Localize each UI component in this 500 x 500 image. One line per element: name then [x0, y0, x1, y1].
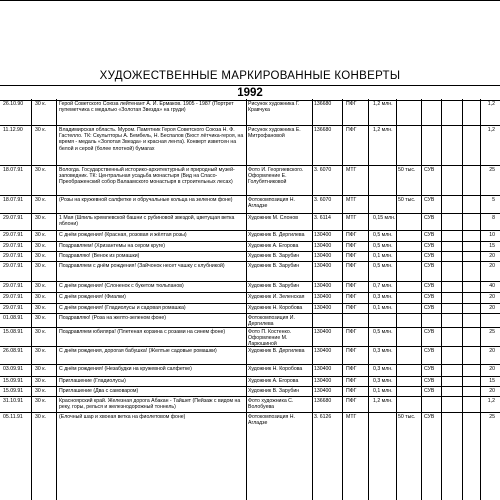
cell-date: 15.08.91	[3, 329, 24, 335]
cell-print: СУВ	[424, 305, 435, 311]
year-heading: 1992	[0, 85, 500, 101]
cell-circ: 50 тыс.	[398, 197, 416, 203]
cell-date: 29.07.91	[3, 243, 24, 249]
cell-price: 30 к.	[35, 294, 46, 300]
cell-artist: Художник В. Дергилева	[248, 232, 305, 238]
cell-print: СУВ	[424, 388, 435, 394]
cell-date: 29.07.91	[3, 253, 24, 259]
cell-print: СУВ	[424, 215, 435, 221]
cell-date: 29.07.91	[3, 215, 24, 221]
cell-print: СУВ	[424, 197, 435, 203]
table-row	[0, 125, 500, 165]
cell-price: 30 к.	[35, 414, 46, 420]
cell-price: 30 к.	[35, 315, 46, 321]
cell-paper: ПФГ	[346, 101, 357, 107]
table-row	[0, 292, 500, 303]
cell-artist: Художник В. Дергилева	[248, 348, 305, 354]
cell-price: 30 к.	[35, 253, 46, 259]
table-row	[0, 230, 500, 241]
cell-desc: Приглашение (Гладиолусы)	[59, 378, 126, 384]
cell-size: 0,3 млн.	[373, 378, 393, 384]
cell-date: 18.07.91	[3, 167, 24, 173]
cell-size: 0,1 млн.	[373, 253, 393, 259]
cell-date: 01.08.91	[3, 315, 24, 321]
cell-print: СУВ	[424, 283, 435, 289]
cell-v2: 20	[489, 263, 495, 269]
page-title: ХУДОЖЕСТВЕННЫЕ МАРКИРОВАННЫЕ КОНВЕРТЫ	[99, 70, 401, 82]
top-border	[0, 0, 500, 1]
cell-size: 0,5 млн.	[373, 329, 393, 335]
cell-artist: Художник В. Зарубин	[248, 253, 300, 259]
cell-v2: 20	[489, 294, 495, 300]
cell-price: 30 к.	[35, 378, 46, 384]
cell-price: 30 к.	[35, 283, 46, 289]
cell-size: 0,5 млн.	[373, 232, 393, 238]
cell-num: 136680	[314, 398, 332, 404]
cell-size: 0,3 млн.	[373, 366, 393, 372]
cell-num: 130400	[314, 378, 332, 384]
cell-desc: С днём рождения, дорогая бабушка! (Желтые садовые ромашки)	[59, 348, 217, 354]
cell-print: СУВ	[424, 378, 435, 384]
cell-artist: Рисунок художника Е. Митрофановой	[248, 127, 301, 140]
cell-desc: Поздравляем! (Хризантемы на сером круге)	[59, 243, 165, 249]
cell-print: СУВ	[424, 294, 435, 300]
cell-v2: 20	[489, 366, 495, 372]
cell-desc: Владимирская область. Муром. Памятник Героя Советского Союза Н. Ф. Гастелло. ТК: Скульпторы А. Бембель, Н. Беспалов (Бюст лётчика-героя, на время - медаль «Золотая Звезда» и красная лента). Конверт изветсен на белой и серой (более плотной) бумагах	[59, 127, 244, 152]
cell-size: 0,1 млн.	[373, 305, 393, 311]
cell-size: 0,7 млн.	[373, 283, 393, 289]
cell-v2: 10	[489, 232, 495, 238]
cell-artist: Фото художника С. Волобуева	[248, 398, 294, 411]
cell-desc: Поздравляем юбиляра! (Плетеная корзина с розами на синем фоне)	[59, 329, 226, 335]
cell-size: 0,5 млн.	[373, 263, 393, 269]
cell-desc: С днём рождения! (Незабудки на кружевной салфетке)	[59, 366, 192, 372]
table-row	[0, 195, 500, 213]
cell-desc: 1 Мая (Шпиль кремлевской башни с рубиновой звездой, цветущая ветка яблони)	[59, 215, 235, 228]
cell-date: 11.12.90	[3, 127, 23, 133]
cell-size: 0,5 млн.	[373, 243, 393, 249]
cell-circ: 50 тыс.	[398, 167, 416, 173]
cell-paper: ПФГ	[346, 398, 357, 404]
cell-num: 130400	[314, 305, 332, 311]
cell-paper: ПФГ	[346, 127, 357, 133]
cell-artist: Фотокомпозиция И. Дергилева	[248, 315, 295, 328]
table-row	[0, 251, 500, 261]
cell-price: 30 к.	[35, 215, 46, 221]
table-row	[0, 281, 500, 292]
cell-paper: ПФГ	[346, 305, 357, 311]
cell-size: 0,3 млн.	[373, 348, 393, 354]
cell-num: 3. 6070	[314, 167, 332, 173]
table-row	[0, 412, 500, 425]
cell-paper: ПФГ	[346, 243, 357, 249]
cell-price: 30 к.	[35, 398, 46, 404]
cell-num: 130400	[314, 348, 332, 354]
cell-date: 26.10.90	[3, 101, 24, 107]
cell-num: 3. 6126	[314, 414, 332, 420]
cell-num: 130400	[314, 232, 332, 238]
cell-artist: Фотокомпозиция Н. Агладзе	[248, 414, 295, 427]
cell-print: СУВ	[424, 263, 435, 269]
table-row	[0, 100, 500, 124]
cell-date: 29.07.91	[3, 294, 24, 300]
cell-paper: ПФГ	[346, 378, 357, 384]
cell-desc: Герой Советского Союза лейтенант А. И. Ермаков. 1905 - 1987 (Портрет пупеметчика с медалью «Золотая Звезда» на груди)	[59, 101, 234, 114]
cell-print: СУВ	[424, 253, 435, 259]
cell-date: 15.09.91	[3, 388, 24, 394]
cell-desc: Поздравляю! (Роза на желто-зеленом фоне)	[59, 315, 167, 321]
cell-desc: Приглашение (Два с самоваром)	[59, 388, 139, 394]
cell-size: 0,1 млн.	[373, 388, 393, 394]
cell-artist: Художник М. Слонов	[248, 215, 298, 221]
cell-circ: 50 тыс.	[398, 414, 416, 420]
cell-desc: С днём рождения! (Красная, розовая и жёлтая розы)	[59, 232, 187, 238]
cell-v2: 1,2	[487, 127, 495, 133]
cell-print: СУВ	[424, 329, 435, 335]
cell-num: 136680	[314, 127, 332, 133]
cell-paper: МТГ	[346, 167, 357, 173]
cell-price: 30 к.	[35, 263, 46, 269]
table-row	[0, 165, 500, 195]
cell-desc: Красноярский край. Железная дорога Абакан - Тайшет (Пейзаж с видом на реку, горы, релься и железнодорожный тоннель)	[59, 398, 241, 411]
cell-print: СУВ	[424, 366, 435, 372]
cell-num: 130400	[314, 294, 332, 300]
cell-print: СУВ	[424, 167, 435, 173]
cell-v2: 40	[489, 283, 495, 289]
table-row	[0, 346, 500, 364]
cell-desc: (Елочный шар и хвоеая ветка на фиолетовом фоне)	[59, 414, 186, 420]
cell-price: 30 к.	[35, 243, 46, 249]
cell-paper: МТГ	[346, 197, 357, 203]
cell-v2: 15	[489, 243, 495, 249]
cell-v2: 5	[492, 197, 495, 203]
cell-desc: С днём рождения! (Слоненок с букетом тюльпанов)	[59, 283, 184, 289]
cell-num: 130400	[314, 283, 332, 289]
cell-date: 29.07.91	[3, 263, 24, 269]
cell-price: 30 к.	[35, 348, 46, 354]
cell-desc: (Розы на кружевной салфетке и обручальные кольца на зеленом фоне)	[59, 197, 233, 203]
cell-artist: Художник А. Егорова	[248, 243, 299, 249]
table-row	[0, 376, 500, 386]
cell-num: 130400	[314, 366, 332, 372]
table-row	[0, 313, 500, 327]
cell-artist: Художник Н. Коробова	[248, 305, 303, 311]
cell-date: 29.07.91	[3, 232, 24, 238]
cell-v2: 25	[489, 414, 495, 420]
cell-print: СУВ	[424, 243, 435, 249]
cell-artist: Художник Н. Коробова	[248, 366, 303, 372]
cell-size: 1,2 млн.	[373, 101, 393, 107]
cell-date: 15.09.91	[3, 378, 24, 384]
table-row	[0, 303, 500, 313]
cell-desc: Вологда. Государственный историко-архитектурный и природный музей-заповедник. ТК: Центральная усадьба монастыря (Вид на Спасо-Преображенский собор Валаамского монастыря в строительных лесах)	[59, 167, 235, 186]
cell-artist: Фотокомпозиция Н. Агладзе	[248, 197, 295, 210]
table-row	[0, 364, 500, 376]
cell-artist: Художник В. Зарубин	[248, 388, 300, 394]
cell-v2: 25	[489, 329, 495, 335]
cell-desc: С днём рождения! (Фиалки)	[59, 294, 126, 300]
cell-artist: Художник В. Зарубин	[248, 283, 300, 289]
cell-v2: 20	[489, 305, 495, 311]
cell-num: 130400	[314, 253, 332, 259]
cell-num: 130400	[314, 263, 332, 269]
cell-print: СУВ	[424, 348, 435, 354]
cell-v2: 25	[489, 167, 495, 173]
table-row	[0, 241, 500, 251]
cell-paper: МТГ	[346, 215, 357, 221]
cell-date: 03.09.91	[3, 366, 24, 372]
cell-price: 30 к.	[35, 127, 46, 133]
cell-size: 1,2 млн.	[373, 398, 393, 404]
cell-artist: Фото И. Георгиевского. Оформление Е. Голубятниковой	[248, 167, 304, 186]
cell-price: 30 к.	[35, 329, 46, 335]
cell-price: 30 к.	[35, 366, 46, 372]
cell-paper: ПФГ	[346, 329, 357, 335]
cell-paper: ПФГ	[346, 294, 357, 300]
cell-date: 29.07.91	[3, 283, 24, 289]
cell-num: 130400	[314, 388, 332, 394]
cell-num: 3. 6070	[314, 197, 332, 203]
cell-artist: Художник И. Зеленская	[248, 294, 305, 300]
cell-artist: Художник В. Зарубин	[248, 263, 300, 269]
cell-paper: ПФГ	[346, 348, 357, 354]
cell-date: 29.07.91	[3, 305, 24, 311]
cell-v2: 8	[492, 215, 495, 221]
cell-date: 18.07.91	[3, 197, 24, 203]
cell-price: 30 к.	[35, 232, 46, 238]
cell-num: 130400	[314, 243, 332, 249]
cell-v2: 1,2	[487, 101, 495, 107]
table-row	[0, 213, 500, 230]
cell-v2: 20	[489, 388, 495, 394]
cell-print: СУВ	[424, 414, 435, 420]
table-row	[0, 386, 500, 396]
cell-print: СУВ	[424, 232, 435, 238]
cell-size: 0,3 млн.	[373, 294, 393, 300]
cell-v2: 20	[489, 348, 495, 354]
cell-price: 30 к.	[35, 388, 46, 394]
table-row	[0, 327, 500, 346]
cell-desc: С днём рождения! (Гладиолусы и садовая ромашка)	[59, 305, 186, 311]
cell-artist: Художник А. Егорова	[248, 378, 299, 384]
cell-price: 30 к.	[35, 167, 46, 173]
cell-paper: ПФГ	[346, 263, 357, 269]
cell-paper: ПФГ	[346, 253, 357, 259]
cell-num: 130400	[314, 329, 332, 335]
cell-paper: МТГ	[346, 414, 357, 420]
cell-price: 30 к.	[35, 197, 46, 203]
cell-artist: Рисунок художника Г. Кравчука	[248, 101, 300, 114]
cell-date: 26.08.91	[3, 348, 24, 354]
cell-date: 05.11.91	[3, 414, 23, 420]
cell-num: 3. 6114	[314, 215, 331, 221]
cell-v2: 20	[489, 253, 495, 259]
cell-price: 30 к.	[35, 305, 46, 311]
cell-date: 31.10.91	[3, 398, 24, 404]
cell-size: 0,15 млн.	[373, 215, 396, 221]
cell-paper: ПФГ	[346, 283, 357, 289]
cell-artist: Фото П. Костенко. Оформление М. Ларюшиной	[248, 329, 292, 348]
cell-v2: 15	[489, 378, 495, 384]
table-row	[0, 396, 500, 412]
cell-num: 136680	[314, 101, 332, 107]
cell-price: 30 к.	[35, 101, 46, 107]
cell-paper: ПФГ	[346, 388, 357, 394]
cell-size: 1,2 млн.	[373, 127, 393, 133]
cell-paper: ПФГ	[346, 232, 357, 238]
cell-paper: ПФГ	[346, 366, 357, 372]
cell-v2: 1,2	[487, 398, 495, 404]
cell-desc: Поздравляем с днём рождения! (Зайчонок несет чашку с клубникой)	[59, 263, 225, 269]
table-row	[0, 261, 500, 281]
cell-desc: Поздравляю! (Венок из ромашки)	[59, 253, 140, 259]
